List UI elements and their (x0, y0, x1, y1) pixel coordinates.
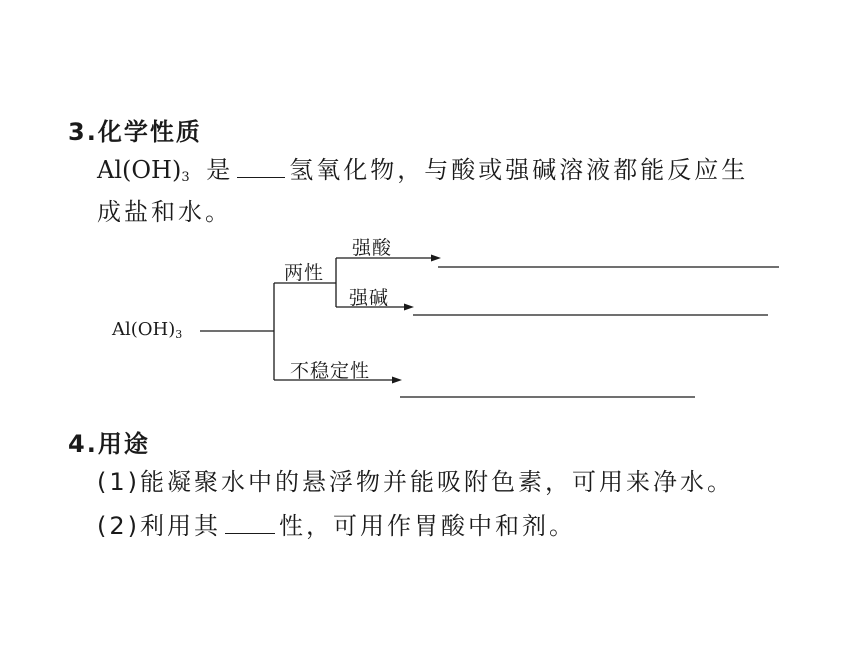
item-2-suffix: 性，可用作胃酸中和剂。 (279, 512, 576, 540)
diagram-root-formula: $Al(OH)_3$ (112, 319, 183, 341)
section-4-item-1: (1)能凝聚水中的悬浮物并能吸附色素，可用来净水。 (97, 468, 734, 496)
acid-arrow-head (431, 255, 441, 262)
item-2-prefix: (2)利用其 (97, 512, 221, 540)
aluminum-hydroxide-formula: $Al(OH)_3$ (97, 156, 190, 185)
text-is: 是 (206, 156, 234, 184)
branch-unstable-label: 不稳定性 (290, 360, 371, 382)
branch-amphoteric-label: 两性 (284, 262, 325, 284)
leaf-strong-acid-label: 强酸 (352, 237, 393, 259)
section-3-heading: 3.化学性质 (68, 118, 202, 146)
section-3-line-2: 成盐和水。 (97, 198, 232, 226)
base-arrow-head (404, 304, 414, 311)
section-4-item-2 (97, 506, 576, 541)
unstable-arrow-head (392, 377, 402, 384)
text-hydroxide-reacts: 氢氧化物，与酸或强碱溶液都能反应生 (289, 156, 749, 184)
answer-blank-2[interactable] (225, 511, 275, 534)
leaf-strong-base-label: 强碱 (349, 287, 390, 309)
section-4-heading: 4.用途 (68, 430, 150, 458)
